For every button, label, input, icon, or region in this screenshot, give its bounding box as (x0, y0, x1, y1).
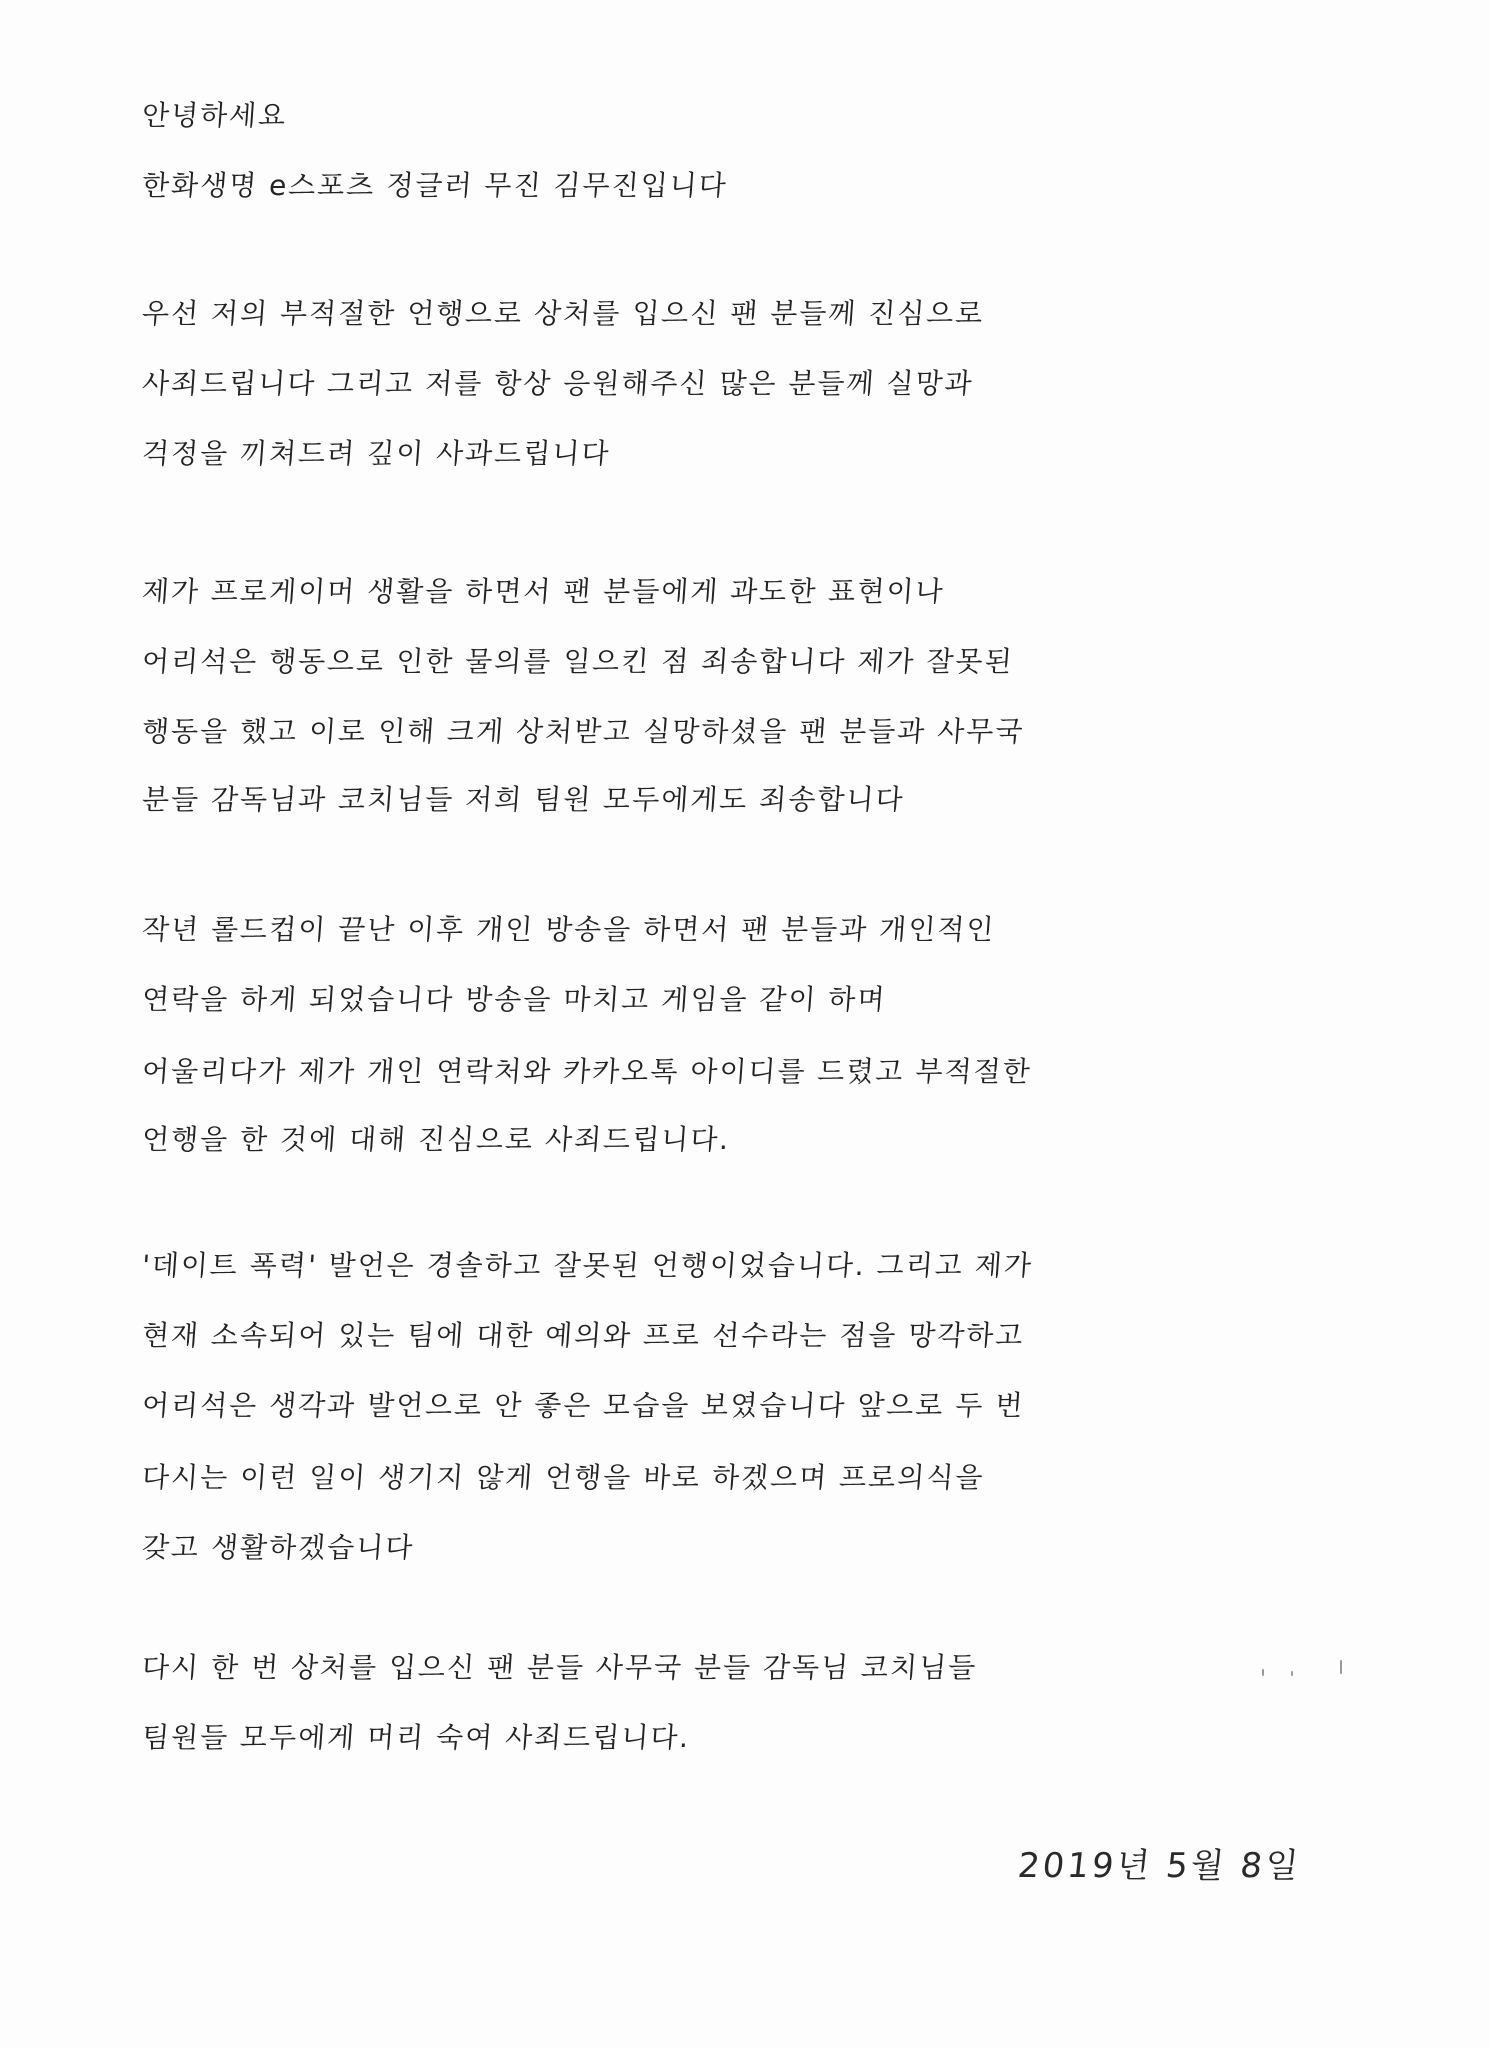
paragraph2-line1: 제가 프로게이머 생활을 하면서 팬 분들에게 과도한 표현이나 (140, 575, 946, 608)
paragraph1-line1: 우선 저의 부적절한 언행으로 상처를 입으신 팬 분들께 진심으로 (140, 297, 986, 330)
paragraph2-line2: 어리석은 행동으로 인한 물의를 일으킨 점 죄송합니다 제가 잘못된 (140, 645, 1015, 678)
scan-speck (1291, 1671, 1293, 1676)
paragraph4-line3: 어리석은 생각과 발언으로 안 좋은 모습을 보였습니다 앞으로 두 번 (140, 1389, 1026, 1422)
scan-speck (1340, 1660, 1342, 1674)
scan-speck (1262, 1669, 1264, 1676)
paragraph5-line1: 다시 한 번 상처를 입으신 팬 분들 사무국 분들 감독님 코치님들 (140, 1651, 979, 1684)
paragraph5-line2: 팀원들 모두에게 머리 숙여 사죄드립니다. (140, 1721, 692, 1754)
paragraph2-line4: 분들 감독님과 코치님들 저희 팀원 모두에게도 죄송합니다 (140, 783, 906, 816)
intro-line: 한화생명 e스포츠 정글러 무진 김무진입니다 (140, 169, 729, 202)
paragraph3-line3: 어울리다가 제가 개인 연락처와 카카오톡 아이디를 드렸고 부적절한 (140, 1055, 1033, 1088)
paragraph3-line4: 언행을 한 것에 대해 진심으로 사죄드립니다. (140, 1123, 732, 1156)
paragraph1-line3: 걱정을 끼쳐드려 깊이 사과드립니다 (140, 437, 612, 470)
paragraph4-line4: 다시는 이런 일이 생기지 않게 언행을 바로 하겠으며 프로의식을 (140, 1461, 986, 1494)
paragraph4-line5: 갖고 생활하겠습니다 (140, 1531, 416, 1564)
paragraph2-line3: 행동을 했고 이로 인해 크게 상처받고 실망하셨을 팬 분들과 사무국 (140, 715, 1026, 748)
paragraph3-line2: 연락을 하게 되었습니다 방송을 마치고 게임을 같이 하며 (140, 983, 888, 1016)
paragraph4-line2: 현재 소속되어 있는 팀에 대한 예의와 프로 선수라는 점을 망각하고 (140, 1319, 1026, 1352)
paragraph1-line2: 사죄드립니다 그리고 저를 항상 응원해주신 많은 분들께 실망과 (140, 367, 975, 400)
greeting-line: 안녕하세요 (140, 99, 289, 132)
paragraph3-line1: 작년 롤드컵이 끝난 이후 개인 방송을 하면서 팬 분들과 개인적인 (140, 913, 997, 946)
paragraph4-line1: '데이트 폭력' 발언은 경솔하고 잘못된 언행이었습니다. 그리고 제가 (140, 1249, 1035, 1282)
letter-date: 2019년 5월 8일 (1015, 1846, 1304, 1886)
